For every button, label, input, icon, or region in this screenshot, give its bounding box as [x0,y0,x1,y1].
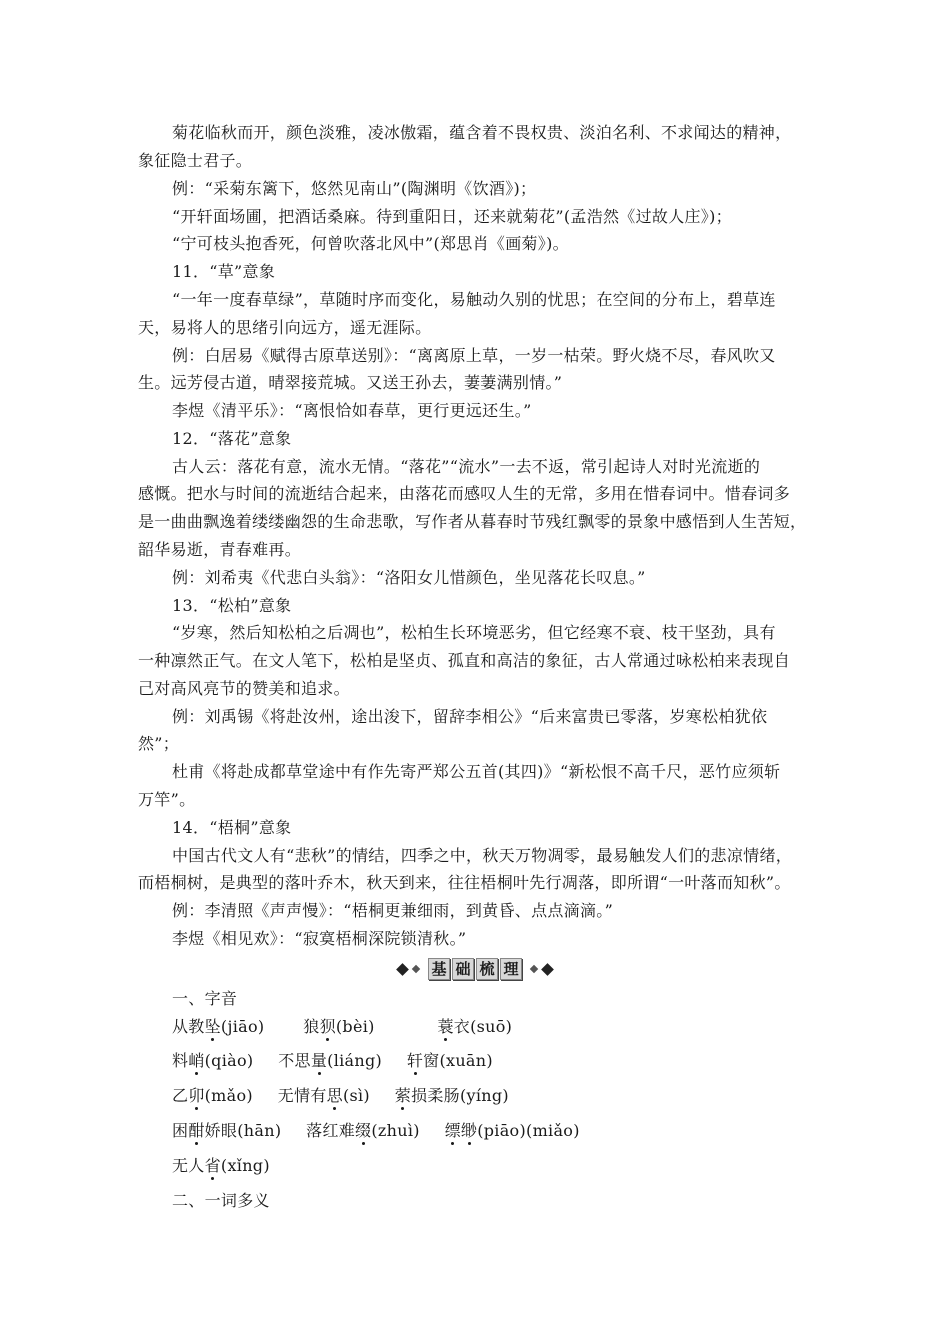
text-line: 生。远芳侵古道，晴翠接荒城。又送王孙去，萋萋满别情。” [138,373,563,392]
pronunciation-row: 从教坠(jiāo) 狼狈(bèi) 蓑衣(suō) [172,1017,513,1036]
text-line: 一种凛然正气。在文人笔下，松柏是坚贞、孤直和高洁的象征，古人常通过咏松柏来表现自 [138,651,791,670]
text-line: 例：刘禹锡《将赴汝州，途出浚下，留辞李相公》“后来富贵已零落，岁寒松柏犹依 [172,707,768,726]
text-line: 而梧桐树，是典型的落叶乔木，秋天到来，往往梧桐叶先行凋落，即所谓“一叶落而知秋”。 [138,873,791,892]
text-line: 例：李清照《声声慢》：“梧桐更兼细雨，到黄昏、点点滴滴。” [172,901,614,920]
banner-char: 基 [428,958,450,980]
text-line: 是一曲曲飘逸着缕缕幽怨的生命悲歌，写作者从暮春时节残红飘零的景象中感悟到人生苦短， [138,512,807,531]
text-line: 古人云：落花有意，流水无情。“落花”“流水”一去不返，常引起诗人对时光流逝的 [172,457,761,476]
text-line: 感慨。把水与时间的流逝结合起来，由落花而感叹人生的无常，多用在惜春词中。惜春词多 [138,484,791,503]
text-line: 己对高风亮节的赞美和追求。 [138,679,350,698]
banner-title [425,958,525,980]
text-line: 例：白居易《赋得古原草送别》：“离离原上草，一岁一枯荣。野火烧不尽，春风吹又 [172,346,776,365]
text-line: “岁寒，然后知松柏之后凋也”，松柏生长环境恶劣，但它经寒不衰、枝干坚劲，具有 [172,623,776,642]
text-line: “一年一度春草绿”，草随时序而变化，易触动久别的忧思；在空间的分布上，碧草连 [172,290,776,309]
pronunciation-row: 困酣娇眼(hān) 落红难缀(zhuì) 缥缈(piāo)(miǎo) [172,1121,580,1140]
diamond-icon [396,963,409,976]
text-line: 例：刘希夷《代悲白头翁》：“洛阳女儿惜颜色，坐见落花长叹息。” [172,568,646,587]
text-line: 万竿”。 [138,790,196,809]
text-line: “开轩面场圃，把酒话桑麻。待到重阳日，还来就菊花”(孟浩然《过故人庄》)； [172,207,732,226]
section-heading: 13．“松柏”意象 [172,596,292,615]
text-line: 例：“采菊东篱下，悠然见南山”(陶渊明《饮酒》)； [172,179,537,198]
banner-char: 梳 [476,958,498,980]
text-line: 李煜《相见欢》：“寂寞梧桐深院锁清秋。” [172,929,467,948]
banner-char: 理 [500,958,522,980]
text-line: 李煜《清平乐》：“离恨恰如春草，更行更远还生。” [172,401,532,420]
text-line: 天，易将人的思绪引向远方，遥无涯际。 [138,318,432,337]
section-heading: 一、字音 [172,989,238,1008]
pronunciation-row: 无人省(xǐng) [172,1156,270,1175]
text-line: “宁可枝头抱香死，何曾吹落北风中”(郑思肖《画菊》)。 [172,234,569,253]
section-heading: 11．“草”意象 [172,262,276,281]
diamond-icon [541,963,554,976]
text-line: 菊花临秋而开，颜色淡雅，凌冰傲霜，蕴含着不畏权贵、淡泊名利、不求闻达的精神， [172,123,792,142]
text-line: 杜甫《将赴成都草堂途中有作先寄严郑公五首(其四)》“新松恨不高千尺，恶竹应须斩 [172,762,781,781]
text-line: 象征隐士君子。 [138,151,253,170]
banner-char: 础 [452,958,474,980]
section-banner [0,958,950,980]
section-heading: 二、一词多义 [172,1191,270,1210]
diamond-icon [412,965,420,973]
section-heading: 12．“落花”意象 [172,429,292,448]
text-line: 中国古代文人有“悲秋”的情结，四季之中，秋天万物凋零，最易触发人们的悲凉情绪， [172,846,793,865]
pronunciation-row: 乙卯(mǎo) 无情有思(sì) 萦损柔肠(yíng) [172,1086,509,1105]
section-heading: 14．“梧桐”意象 [172,818,292,837]
text-line: 然”； [138,734,180,753]
text-line: 韶华易逝，青春难再。 [138,540,302,559]
pronunciation-row: 料峭(qiào) 不思量(liáng) 轩窗(xuān) [172,1051,493,1070]
diamond-icon [530,965,538,973]
